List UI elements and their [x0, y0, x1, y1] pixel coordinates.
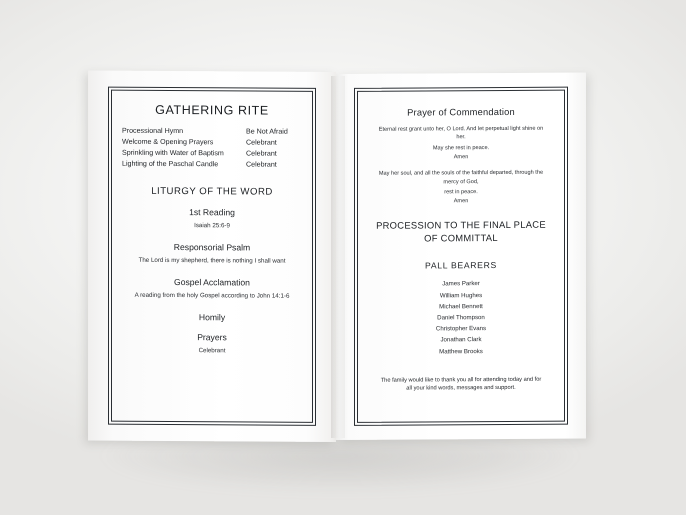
liturgy-entry: [118, 242, 306, 266]
procession-title: [366, 218, 556, 245]
gathering-rite-list: [118, 126, 306, 172]
entry-subtitle: Celebrant: [198, 347, 226, 355]
thank-you-line-1: The family would like to thank you all for attending today and for: [380, 376, 542, 384]
thank-you-line-2: all your kind words, messages and support.: [406, 385, 516, 393]
pall-bearer-name: Jonathan Clark: [440, 336, 482, 344]
pall-bearer-name: Michael Bennett: [439, 302, 483, 311]
pall-bearer-name: Matthew Brooks: [439, 347, 483, 356]
rite-value: Celebrant: [246, 138, 277, 147]
rite-label: Welcome & Opening Prayers: [122, 137, 214, 147]
rite-label: Lighting of the Paschal Candle: [122, 159, 219, 169]
left-page-content: [118, 97, 306, 418]
procession-title-line-1: PROCESSION TO THE FINAL PLACE: [376, 219, 546, 232]
prayer-of-commendation-title: Prayer of Commendation: [407, 106, 515, 118]
open-booklet: [88, 72, 596, 442]
liturgy-entry: [118, 207, 306, 231]
liturgy-entry: [118, 332, 306, 356]
commendation-paragraph: May her soul, and all the souls of the faithful departed, through the mercy of God,: [378, 169, 544, 185]
amen-line: Amen: [453, 198, 469, 205]
entry-title: 1st Reading: [189, 207, 235, 218]
booklet-right-page: [336, 72, 586, 440]
liturgy-section-title: LITURGY OF THE WORD: [151, 186, 273, 198]
booklet-left-page: [88, 70, 336, 442]
commendation-line: rest in peace.: [444, 189, 478, 196]
rite-label: Processional Hymn: [122, 126, 184, 136]
entry-subtitle: The Lord is my shepherd, there is nothing I shall want: [138, 257, 286, 266]
liturgy-entry: [118, 312, 306, 323]
pall-bearer-name: James Parker: [442, 280, 480, 288]
rite-value: Celebrant: [246, 160, 277, 169]
entry-subtitle: Isaiah 25:6-9: [194, 222, 230, 230]
pall-bearer-name: William Hughes: [439, 291, 483, 300]
pall-bearers-list: [366, 278, 556, 358]
entry-title: Homily: [198, 312, 226, 323]
liturgy-entry: [118, 277, 306, 301]
rite-value: Celebrant: [246, 149, 277, 158]
entry-title: Gospel Acclamation: [174, 277, 250, 288]
rite-label: Sprinkling with Water of Baptism: [122, 148, 224, 158]
procession-title-line-2: OF COMMITTAL: [424, 232, 498, 244]
gathering-rite-labels: [122, 126, 224, 171]
gathering-rite-values: [246, 126, 304, 171]
commendation-paragraph: Eternal rest grant unto her, O Lord. And let perpetual light shine on her.: [378, 125, 544, 141]
pall-bearer-name: Daniel Thompson: [437, 314, 485, 322]
pall-bearer-name: Christopher Evans: [435, 325, 487, 333]
amen-line: Amen: [453, 154, 469, 161]
entry-title: Prayers: [197, 332, 227, 343]
entry-title: Responsorial Psalm: [173, 242, 251, 253]
thank-you-message: [378, 376, 544, 394]
gathering-rite-title: GATHERING RITE: [155, 102, 269, 118]
right-page-content: [366, 99, 556, 416]
commendation-line: May she rest in peace.: [432, 144, 490, 152]
pall-bearers-title: PALL BEARERS: [425, 260, 497, 271]
rite-value: Be Not Afraid: [246, 127, 288, 136]
entry-subtitle: A reading from the holy Gospel according to John 14:1-6: [134, 292, 290, 301]
